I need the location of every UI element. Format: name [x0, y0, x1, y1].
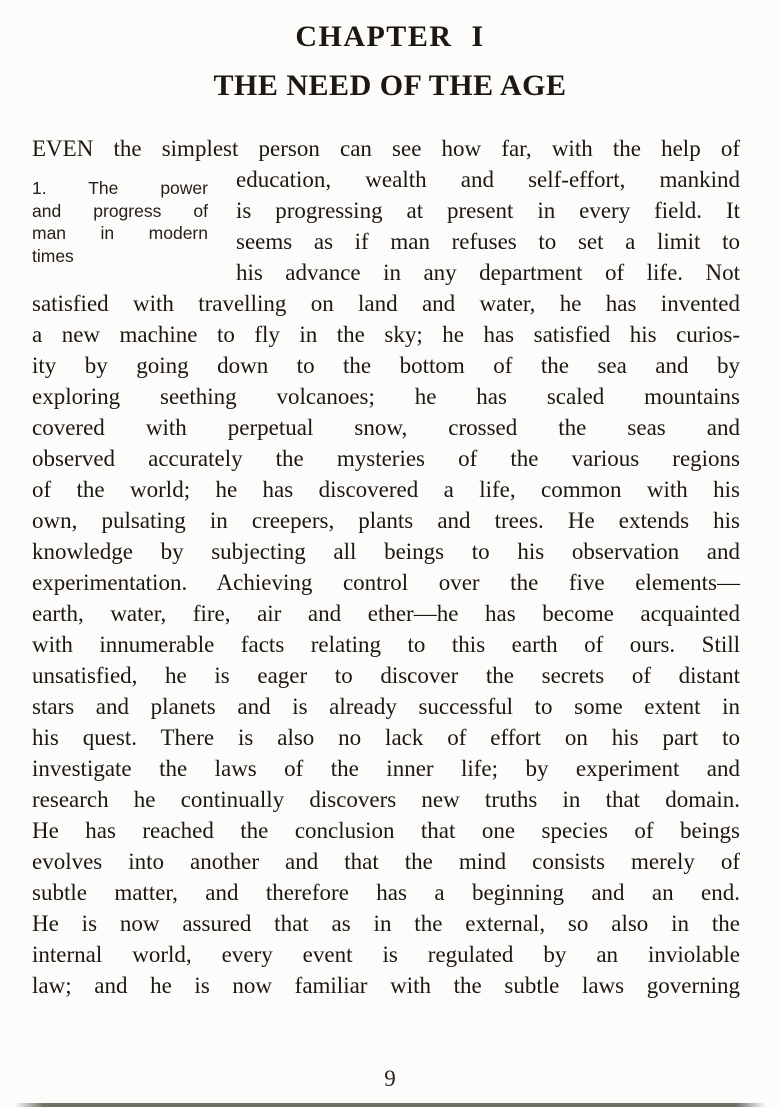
body-line: a new machine to fly in the sky; he has satisfied his curios-: [32, 322, 740, 347]
body-line: satisfied with travelling on land and water, he has invented: [32, 291, 740, 316]
body-line: of the world; he has discovered a life, common with his: [32, 477, 740, 502]
margin-note-line: and progress of: [32, 200, 208, 221]
body-line: unsatisfied, he is eager to discover the secrets of distant: [32, 663, 740, 688]
body-line: observed accurately the mysteries of the various regions: [32, 446, 740, 471]
wrapped-body-lines: [236, 164, 740, 288]
full-width-body-lines: [32, 288, 740, 1001]
margin-note-line: 1. The power: [32, 178, 208, 198]
body-line: research he continually discovers new truths in that domain.: [32, 787, 740, 812]
margin-note: [32, 177, 208, 288]
body-line: subtle matter, and therefore has a beginning and an end.: [32, 880, 740, 905]
chapter-title: THE NEED OF THE AGE: [213, 69, 567, 102]
body-line: covered with perpetual snow, crossed the seas and: [32, 415, 740, 440]
body-line: evolves into another and that the mind consists merely of: [32, 849, 740, 874]
body-line: He is now assured that as in the external, so also in the: [32, 911, 740, 936]
body-line: exploring seething volcanoes; he has scaled mountains: [32, 384, 740, 409]
margin-note-line: times: [32, 245, 74, 266]
scan-edge-line: [14, 1103, 766, 1107]
chapter-heading: CHAPTER I: [295, 20, 485, 53]
body-line: own, pulsating in creepers, plants and trees. He extends his: [32, 508, 740, 533]
body-line: law; and he is now familiar with the subtle laws governing: [32, 973, 740, 998]
body-line: earth, water, fire, air and ether—he has become acquainted: [32, 601, 740, 626]
body-line: experimentation. Achieving control over the five elements—: [32, 570, 740, 595]
body-line: He has reached the conclusion that one species of beings: [32, 818, 740, 843]
body-text: [32, 133, 740, 1001]
body-line: seems as if man refuses to set a limit to: [236, 229, 740, 254]
body-line: knowledge by subjecting all beings to his observation and: [32, 539, 740, 564]
margin-note-line: man in modern: [32, 223, 208, 243]
body-line: with innumerable facts relating to this earth of ours. Still: [32, 632, 740, 657]
body-line: ity by going down to the bottom of the sea and by: [32, 353, 740, 378]
page-number: 9: [384, 1066, 396, 1091]
body-line: education, wealth and self-effort, mankind: [236, 167, 740, 192]
body-line: stars and planets and is already successful to some extent in: [32, 694, 740, 719]
body-line: his advance in any department of life. Not: [236, 260, 740, 285]
body-opening-line: EVEN the simplest person can see how far, with the help of: [32, 136, 740, 161]
body-line: internal world, every event is regulated by an inviolable: [32, 942, 740, 967]
body-line: investigate the laws of the inner life; by experiment and: [32, 756, 740, 781]
sidenote-row: [32, 164, 740, 288]
body-line: is progressing at present in every field. It: [236, 198, 740, 223]
body-line: his quest. There is also no lack of effort on his part to: [32, 725, 740, 750]
